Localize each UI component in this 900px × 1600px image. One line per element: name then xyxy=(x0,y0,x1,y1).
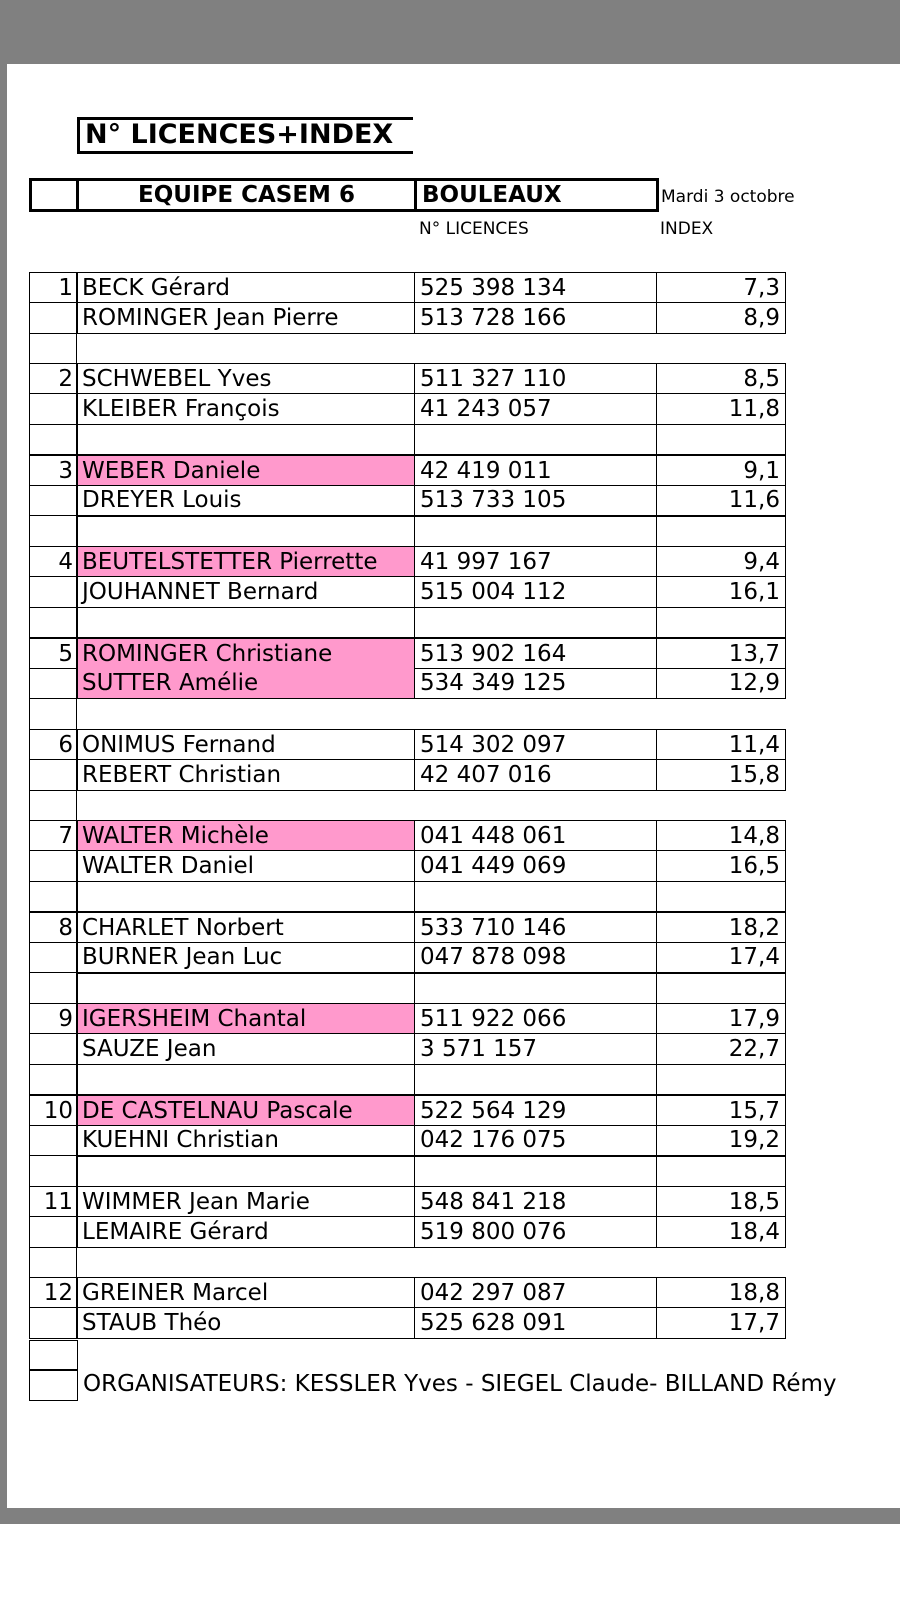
footer-empty-cell xyxy=(29,1369,78,1401)
team-number-cell xyxy=(29,577,77,608)
team-number-cell: 5 xyxy=(29,638,77,669)
document-title: N° LICENCES+INDEX xyxy=(77,117,413,154)
licence-cell xyxy=(414,516,656,547)
index-cell: 17,9 xyxy=(656,1003,786,1034)
index-cell: 18,4 xyxy=(656,1217,786,1248)
team-number-cell: 12 xyxy=(29,1277,77,1308)
index-cell: 11,6 xyxy=(656,485,786,516)
team-number-cell xyxy=(29,699,77,730)
team-number-cell xyxy=(29,333,77,364)
player-name-cell: BURNER Jean Luc xyxy=(77,942,414,973)
team-number-cell: 11 xyxy=(29,1186,77,1217)
index-cell: 16,5 xyxy=(656,851,786,882)
licence-cell xyxy=(414,607,656,638)
player-name-cell xyxy=(77,1156,414,1187)
licence-cell xyxy=(414,881,656,912)
player-name-cell xyxy=(77,881,414,912)
team-number-cell: 3 xyxy=(29,455,77,486)
licence-cell: 533 710 146 xyxy=(414,912,656,943)
licence-cell: 513 733 105 xyxy=(414,485,656,516)
licence-cell: 519 800 076 xyxy=(414,1217,656,1248)
player-name-cell: WALTER Michèle xyxy=(77,820,414,851)
viewer-top-bar xyxy=(0,0,900,64)
licence-cell: 047 878 098 xyxy=(414,942,656,973)
team-number-cell xyxy=(29,303,77,334)
index-cell: 17,4 xyxy=(656,942,786,973)
player-name-cell: SAUZE Jean xyxy=(77,1034,414,1065)
licence-cell: 514 302 097 xyxy=(414,729,656,760)
team-number-cell xyxy=(29,607,77,638)
team-number-cell xyxy=(29,851,77,882)
player-name-cell: DREYER Louis xyxy=(77,485,414,516)
index-cell xyxy=(656,516,786,547)
index-cell: 12,9 xyxy=(656,668,786,699)
index-cell xyxy=(656,881,786,912)
index-cell: 7,3 xyxy=(656,272,786,303)
index-cell xyxy=(656,424,786,455)
team-number-cell xyxy=(29,1156,77,1187)
team-number-cell xyxy=(29,668,77,699)
index-cell: 11,4 xyxy=(656,729,786,760)
player-name-cell: IGERSHEIM Chantal xyxy=(77,1003,414,1034)
index-cell: 18,8 xyxy=(656,1277,786,1308)
index-cell: 11,8 xyxy=(656,394,786,425)
player-name-cell: WEBER Daniele xyxy=(77,455,414,486)
licence-cell xyxy=(414,1064,656,1095)
team-number-cell: 2 xyxy=(29,363,77,394)
licence-cell: 511 327 110 xyxy=(414,363,656,394)
licence-cell: 534 349 125 xyxy=(414,668,656,699)
player-name-cell xyxy=(77,1064,414,1095)
index-cell: 14,8 xyxy=(656,820,786,851)
licence-cell: 525 398 134 xyxy=(414,272,656,303)
index-column-header: INDEX xyxy=(660,219,714,239)
team-number-cell xyxy=(29,1217,77,1248)
index-cell: 15,8 xyxy=(656,760,786,791)
team-name-header: EQUIPE CASEM 6 xyxy=(76,178,417,212)
team-number-cell: 9 xyxy=(29,1003,77,1034)
index-cell xyxy=(656,1156,786,1187)
team-number-cell xyxy=(29,790,77,821)
team-number-cell xyxy=(29,424,77,455)
team-number-cell xyxy=(29,942,77,973)
event-date: Mardi 3 octobre xyxy=(661,187,795,207)
player-name-cell: SUTTER Amélie xyxy=(77,668,414,699)
licence-cell: 041 449 069 xyxy=(414,851,656,882)
player-name-cell: SCHWEBEL Yves xyxy=(77,363,414,394)
licence-cell: 525 628 091 xyxy=(414,1308,656,1339)
licence-cell: 3 571 157 xyxy=(414,1034,656,1065)
index-cell xyxy=(656,607,786,638)
team-number-cell xyxy=(29,1247,77,1278)
team-number-cell xyxy=(29,973,77,1004)
index-cell: 22,7 xyxy=(656,1034,786,1065)
team-number-cell xyxy=(29,1034,77,1065)
player-name-cell: ROMINGER Christiane xyxy=(77,638,414,669)
licence-cell xyxy=(414,424,656,455)
team-number-cell xyxy=(29,1064,77,1095)
team-number-cell: 1 xyxy=(29,272,77,303)
licence-cell: 548 841 218 xyxy=(414,1186,656,1217)
licence-cell xyxy=(414,1156,656,1187)
player-name-cell xyxy=(77,973,414,1004)
player-name-cell: WALTER Daniel xyxy=(77,851,414,882)
licence-cell: 515 004 112 xyxy=(414,577,656,608)
licence-cell: 41 997 167 xyxy=(414,546,656,577)
index-cell: 13,7 xyxy=(656,638,786,669)
index-cell xyxy=(656,1064,786,1095)
index-cell: 8,9 xyxy=(656,303,786,334)
player-name-cell: LEMAIRE Gérard xyxy=(77,1217,414,1248)
licence-cell xyxy=(414,973,656,1004)
index-cell: 19,2 xyxy=(656,1125,786,1156)
index-cell: 9,1 xyxy=(656,455,786,486)
player-name-cell xyxy=(77,516,414,547)
player-name-cell xyxy=(77,607,414,638)
team-number-cell xyxy=(29,516,77,547)
team-number-cell: 10 xyxy=(29,1095,77,1126)
team-number-cell xyxy=(29,394,77,425)
licence-cell: 513 902 164 xyxy=(414,638,656,669)
team-number-cell xyxy=(29,1308,77,1339)
team-number-cell: 4 xyxy=(29,546,77,577)
licence-cell: 522 564 129 xyxy=(414,1095,656,1126)
team-number-cell xyxy=(29,760,77,791)
player-name-cell: ROMINGER Jean Pierre xyxy=(77,303,414,334)
index-cell: 17,7 xyxy=(656,1308,786,1339)
player-name-cell: GREINER Marcel xyxy=(77,1277,414,1308)
licence-cell: 042 297 087 xyxy=(414,1277,656,1308)
licence-cell: 42 419 011 xyxy=(414,455,656,486)
licence-cell: 041 448 061 xyxy=(414,820,656,851)
index-cell: 18,5 xyxy=(656,1186,786,1217)
team-number-cell xyxy=(29,881,77,912)
licences-column-header: N° LICENCES xyxy=(419,219,529,239)
licence-cell: 042 176 075 xyxy=(414,1125,656,1156)
header-empty-cell xyxy=(29,178,79,212)
team-number-cell xyxy=(29,485,77,516)
footer-empty-cell xyxy=(29,1340,78,1371)
player-name-cell: JOUHANNET Bernard xyxy=(77,577,414,608)
player-name-cell: ONIMUS Fernand xyxy=(77,729,414,760)
player-name-cell: WIMMER Jean Marie xyxy=(77,1186,414,1217)
licence-cell: 41 243 057 xyxy=(414,394,656,425)
player-name-cell: BEUTELSTETTER Pierrette xyxy=(77,546,414,577)
player-name-cell: KLEIBER François xyxy=(77,394,414,425)
index-cell xyxy=(656,973,786,1004)
index-cell: 9,4 xyxy=(656,546,786,577)
licence-cell: 42 407 016 xyxy=(414,760,656,791)
page-separator xyxy=(0,1508,900,1524)
licence-cell: 511 922 066 xyxy=(414,1003,656,1034)
player-name-cell: KUEHNI Christian xyxy=(77,1125,414,1156)
player-name-cell: BECK Gérard xyxy=(77,272,414,303)
player-name-cell: STAUB Théo xyxy=(77,1308,414,1339)
viewer-left-edge xyxy=(0,64,7,1524)
player-name-cell: CHARLET Norbert xyxy=(77,912,414,943)
index-cell: 16,1 xyxy=(656,577,786,608)
club-name-header: BOULEAUX xyxy=(414,178,659,212)
index-cell: 8,5 xyxy=(656,363,786,394)
player-name-cell: DE CASTELNAU Pascale xyxy=(77,1095,414,1126)
team-number-cell xyxy=(29,1125,77,1156)
player-name-cell: REBERT Christian xyxy=(77,760,414,791)
team-number-cell: 6 xyxy=(29,729,77,760)
player-name-cell xyxy=(77,424,414,455)
team-number-cell: 7 xyxy=(29,820,77,851)
organizers-footer: ORGANISATEURS: KESSLER Yves - SIEGEL Claude- BILLAND Rémy xyxy=(83,1371,837,1397)
team-number-cell: 8 xyxy=(29,912,77,943)
next-page xyxy=(7,1524,900,1600)
licence-cell: 513 728 166 xyxy=(414,303,656,334)
index-cell: 18,2 xyxy=(656,912,786,943)
index-cell: 15,7 xyxy=(656,1095,786,1126)
